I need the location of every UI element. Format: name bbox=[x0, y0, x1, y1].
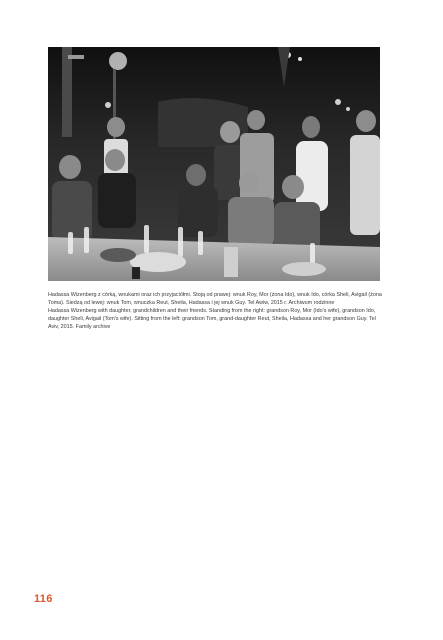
photo-caption bbox=[48, 291, 384, 331]
caption-english: Hadassa Wizenberg with daughter, grandchildren and their friends. Standing from the right: grandson Roy, Mor (Ido's wife), grandson Ido, daughter Sheli, Avigail (Tom's wife). Sitting from the left: grandson Tom, grand-daughter Reut, Sheila, Hadassa and her grandson Guy. Tel Aviv, 2015. Family archive bbox=[48, 308, 376, 330]
family-photograph bbox=[48, 47, 380, 281]
photograph-image bbox=[48, 47, 380, 281]
page-number: 116 bbox=[34, 593, 53, 605]
caption-polish: Hadassa Wizenberg z córką, wnukami oraz ich przyjaciółmi. Stoją od prawej: wnuk Roy, Mor (żona Ido), wnuk Ido, córka Sheli, Avigail (żona Toma). Siedzą od lewej: wnuk Tom, wnuczka Reut, Sheila, Hadassa i jej wnuk Guy. Tel Awiw, 2015 r. Archiwum rodzinne bbox=[48, 292, 382, 306]
